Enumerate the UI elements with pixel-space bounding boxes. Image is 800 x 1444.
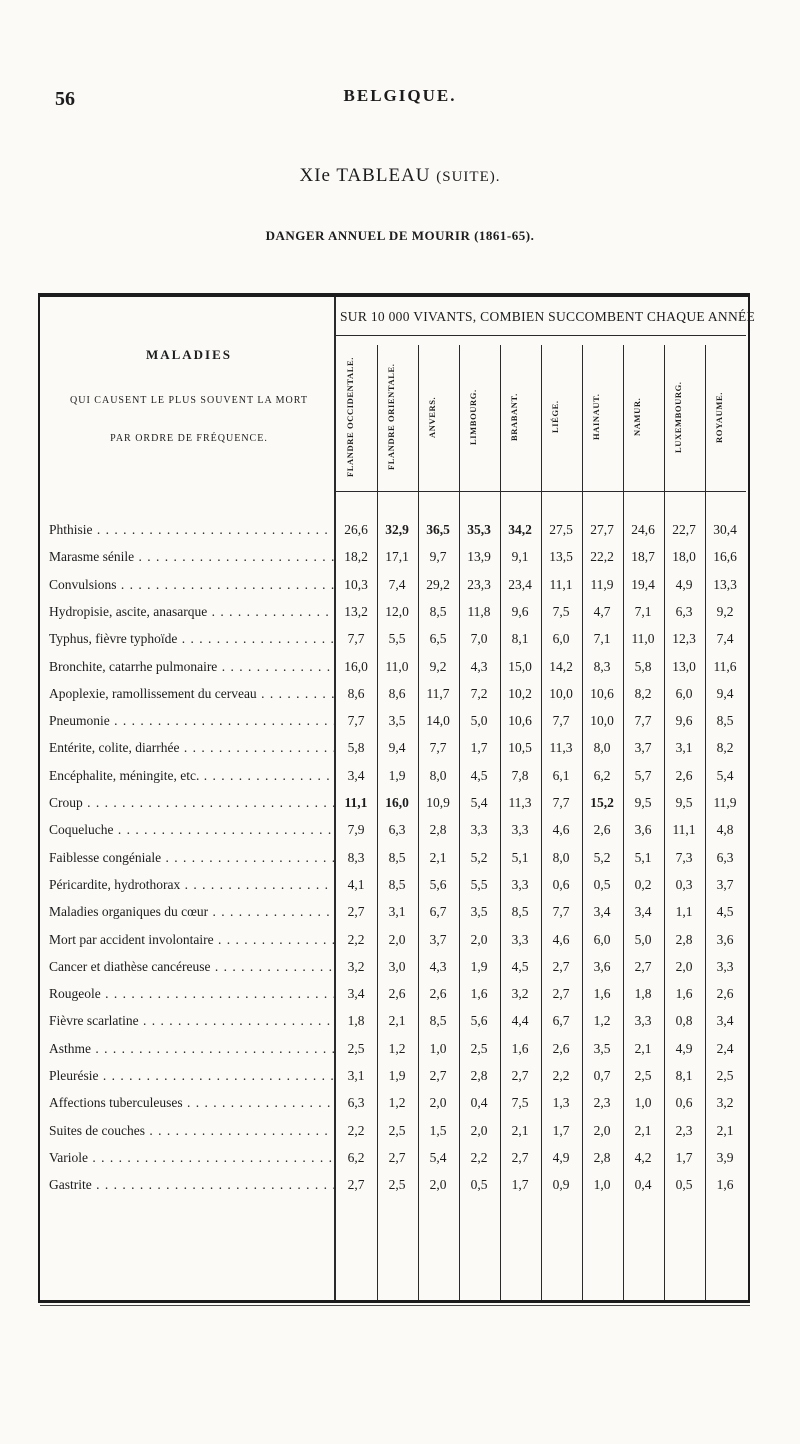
value-cell: 6,0: [552, 631, 570, 647]
value-cell: 27,5: [549, 522, 573, 537]
value-cell: 8,1: [675, 1068, 693, 1083]
value-cell: 14,2: [549, 658, 573, 674]
value-cell: 2,7: [388, 1149, 406, 1165]
value-cell: 24,6: [631, 522, 655, 537]
value-cell: 9,1: [511, 549, 529, 565]
disease-label: Pleurésie . . .: [49, 1066, 334, 1086]
value-cell: 5,7: [634, 767, 652, 783]
value-cell: 5,5: [388, 631, 406, 647]
value-cell: 4,9: [675, 1040, 693, 1056]
value-cell: 2,2: [552, 1068, 570, 1083]
value-cell: 3,4: [716, 1013, 734, 1029]
value-cell: 11,3: [549, 740, 573, 756]
value-cell: 7,5: [511, 1095, 529, 1111]
value-cell: 3,2: [511, 986, 529, 1002]
value-cell: 30,4: [713, 522, 737, 537]
value-cell: 14,0: [426, 713, 450, 729]
value-cell: 11,9: [590, 576, 614, 592]
bottom-rule: [40, 1305, 750, 1306]
value-cell: 6,3: [675, 603, 693, 619]
value-cell: 0,5: [675, 1177, 693, 1193]
value-cell: 1,2: [388, 1095, 406, 1111]
value-cell: 2,6: [593, 822, 611, 838]
disease-label: Apoplexie, ramollissement du cerveau . . .: [49, 684, 334, 704]
value-cell: 9,6: [675, 713, 693, 729]
value-cell: 10,6: [590, 685, 614, 701]
value-cell: 8,0: [552, 849, 570, 865]
value-cell: 2,1: [429, 849, 447, 865]
value-cell: 1,2: [388, 1040, 406, 1056]
value-cell: 8,5: [429, 1013, 447, 1029]
disease-label: Suites de couches . . .: [49, 1121, 334, 1141]
disease-label: Croup . . .: [49, 793, 334, 813]
province-header: LIÉGE.: [549, 400, 560, 434]
disease-label: Variole . . .: [49, 1148, 334, 1168]
disease-label: Marasme sénile . . .: [49, 547, 334, 567]
value-cell: 3,3: [511, 822, 529, 838]
value-cell: 11,9: [713, 795, 737, 810]
table-title-main: XIe TABLEAU: [299, 165, 431, 186]
value-cell: 10,6: [508, 713, 532, 729]
value-cell: 7,7: [429, 740, 447, 756]
value-cell: 1,9: [470, 958, 488, 974]
value-cell: 0,6: [552, 876, 570, 892]
value-cell: 2,3: [675, 1122, 693, 1138]
value-cell: 34,2: [508, 522, 532, 537]
value-cell: 8,2: [634, 685, 652, 701]
value-cell: 15,0: [508, 658, 532, 674]
province-header: LUXEMBOURG.: [672, 381, 683, 453]
value-cell: 3,4: [634, 904, 652, 920]
disease-label: Entérite, colite, diarrhée . . .: [49, 738, 334, 758]
value-cell: 8,5: [511, 904, 529, 920]
value-cell: 5,8: [634, 658, 652, 674]
value-cell: 10,0: [549, 685, 573, 701]
value-cell: 2,5: [634, 1068, 652, 1083]
value-cell: 1,6: [716, 1177, 734, 1193]
value-cell: 2,6: [388, 986, 406, 1002]
value-cell: 17,1: [385, 549, 409, 565]
first-column-heading-main: MALADIES: [145, 347, 233, 362]
value-cell: 8,3: [347, 849, 365, 865]
value-cell: 4,1: [347, 876, 365, 892]
value-cell: 2,2: [347, 931, 365, 947]
province-header: BRABANT.: [508, 393, 519, 441]
value-cell: 2,7: [511, 1068, 529, 1083]
value-cell: 11,1: [672, 822, 696, 838]
value-cell: 1,6: [470, 986, 488, 1002]
value-cell: 2,8: [675, 931, 693, 947]
value-cell: 12,3: [672, 631, 696, 647]
value-cell: 0,6: [675, 1095, 693, 1111]
running-head: BELGIQUE.: [343, 86, 457, 105]
value-cell: 2,7: [347, 904, 365, 920]
value-cell: 2,1: [511, 1122, 529, 1138]
value-cell: 6,7: [429, 904, 447, 920]
value-cell: 7,7: [347, 713, 365, 729]
value-cell: 5,2: [593, 849, 611, 865]
value-cell: 5,1: [634, 849, 652, 865]
value-cell: 8,5: [429, 603, 447, 619]
value-cell: 4,7: [593, 603, 611, 619]
disease-label: Affections tuberculeuses . . .: [49, 1093, 334, 1113]
value-cell: 2,0: [675, 958, 693, 974]
disease-label: Phthisie . . .: [49, 520, 334, 540]
value-cell: 9,7: [429, 549, 447, 565]
span-heading-rule: [336, 335, 746, 336]
value-cell: 1,6: [511, 1040, 529, 1056]
value-cell: 8,5: [388, 849, 406, 865]
value-cell: 11,1: [344, 795, 368, 810]
value-cell: 3,2: [347, 958, 365, 974]
value-cell: 4,5: [716, 904, 734, 920]
value-cell: 10,2: [508, 685, 532, 701]
value-cell: 7,1: [593, 631, 611, 647]
value-cell: 2,7: [347, 1177, 365, 1193]
value-cell: 6,3: [388, 822, 406, 838]
value-cell: 4,9: [675, 576, 693, 592]
value-cell: 9,5: [675, 795, 693, 810]
value-cell: 2,1: [634, 1040, 652, 1056]
value-cell: 6,2: [347, 1149, 365, 1165]
value-cell: 3,0: [388, 958, 406, 974]
value-cell: 3,3: [716, 958, 734, 974]
value-cell: 7,4: [716, 631, 734, 647]
disease-label: Encéphalite, méningite, etc. . . .: [49, 766, 334, 786]
value-cell: 18,2: [344, 549, 368, 565]
province-header: HAINAUT.: [590, 393, 601, 441]
value-cell: 22,7: [672, 522, 696, 537]
value-cell: 1,7: [675, 1149, 693, 1165]
value-cell: 0,8: [675, 1013, 693, 1029]
value-cell: 15,2: [590, 795, 614, 810]
value-cell: 6,2: [593, 767, 611, 783]
value-cell: 9,4: [716, 685, 734, 701]
value-cell: 7,8: [511, 767, 529, 783]
value-cell: 8,2: [716, 740, 734, 756]
value-cell: 4,6: [552, 931, 570, 947]
value-cell: 2,0: [429, 1095, 447, 1111]
value-cell: 18,0: [672, 549, 696, 565]
value-cell: 3,3: [511, 931, 529, 947]
value-cell: 2,6: [429, 986, 447, 1002]
statistics-table: [38, 293, 756, 1303]
value-cell: 8,6: [388, 685, 406, 701]
value-cell: 4,5: [470, 767, 488, 783]
value-cell: 1,2: [593, 1013, 611, 1029]
value-cell: 3,1: [675, 740, 693, 756]
value-cell: 11,0: [385, 658, 409, 674]
value-cell: 3,5: [388, 713, 406, 729]
page-number: 56: [55, 88, 75, 110]
value-cell: 16,6: [713, 549, 737, 565]
value-cell: 1,9: [388, 1068, 406, 1083]
disease-label: Maladies organiques du cœur . . .: [49, 902, 334, 922]
disease-label: Coqueluche . . .: [49, 820, 334, 840]
disease-label: Asthme . . .: [49, 1039, 334, 1059]
value-cell: 1,6: [675, 986, 693, 1002]
province-header: LIMBOURG.: [467, 389, 478, 445]
value-cell: 7,7: [552, 904, 570, 920]
disease-label: Gastrite . . .: [49, 1175, 334, 1195]
value-cell: 0,2: [634, 876, 652, 892]
value-cell: 35,3: [467, 522, 491, 537]
value-cell: 3,1: [388, 904, 406, 920]
value-cell: 13,9: [467, 549, 491, 565]
value-cell: 23,3: [467, 576, 491, 592]
province-header: ANVERS.: [426, 396, 437, 438]
value-cell: 10,3: [344, 576, 368, 592]
value-cell: 7,7: [347, 631, 365, 647]
value-cell: 0,5: [593, 876, 611, 892]
value-cell: 9,2: [429, 658, 447, 674]
value-cell: 1,8: [634, 986, 652, 1002]
value-cell: 1,6: [593, 986, 611, 1002]
value-cell: 2,7: [429, 1068, 447, 1083]
value-cell: 13,0: [672, 658, 696, 674]
value-cell: 3,1: [347, 1068, 365, 1083]
value-cell: 9,4: [388, 740, 406, 756]
value-cell: 6,3: [716, 849, 734, 865]
value-cell: 5,4: [470, 795, 488, 810]
value-cell: 3,7: [429, 931, 447, 947]
value-cell: 5,6: [429, 876, 447, 892]
value-cell: 2,1: [634, 1122, 652, 1138]
province-header: NAMUR.: [631, 397, 642, 437]
value-cell: 2,8: [429, 822, 447, 838]
value-cell: 4,6: [552, 822, 570, 838]
table-title: [0, 165, 800, 187]
value-cell: 2,7: [634, 958, 652, 974]
province-header: ROYAUME.: [713, 391, 724, 443]
disease-label: Typhus, fièvre typhoïde . . .: [49, 629, 334, 649]
value-cell: 8,5: [716, 713, 734, 729]
value-cell: 2,8: [470, 1068, 488, 1083]
value-cell: 13,3: [713, 576, 737, 592]
value-cell: 9,6: [511, 603, 529, 619]
value-cell: 5,1: [511, 849, 529, 865]
value-cell: 23,4: [508, 576, 532, 592]
value-cell: 3,6: [593, 958, 611, 974]
value-cell: 5,0: [634, 931, 652, 947]
value-cell: 11,8: [467, 603, 491, 619]
first-column-heading-line2: QUI CAUSENT LE PLUS SOUVENT LA MORT: [70, 395, 308, 406]
value-cell: 2,0: [429, 1177, 447, 1193]
value-cell: 2,5: [388, 1177, 406, 1193]
value-cell: 5,4: [716, 767, 734, 783]
value-cell: 1,1: [675, 904, 693, 920]
value-cell: 1,9: [388, 767, 406, 783]
value-cell: 3,7: [634, 740, 652, 756]
value-cell: 5,8: [347, 740, 365, 756]
value-cell: 5,5: [470, 876, 488, 892]
value-cell: 2,0: [593, 1122, 611, 1138]
value-cell: 4,9: [552, 1149, 570, 1165]
disease-label: Bronchite, catarrhe pulmonaire . . .: [49, 657, 334, 677]
value-cell: 3,9: [716, 1149, 734, 1165]
value-cell: 8,6: [347, 685, 365, 701]
table-title-suffix: (SUITE).: [436, 169, 501, 185]
value-cell: 13,2: [344, 603, 368, 619]
value-cell: 3,4: [593, 904, 611, 920]
value-cell: 7,2: [470, 685, 488, 701]
value-cell: 10,9: [426, 795, 450, 810]
disease-label: Hydropisie, ascite, anasarque . . .: [49, 602, 334, 622]
value-cell: 3,2: [716, 1095, 734, 1111]
value-cell: 2,4: [716, 1040, 734, 1056]
value-cell: 3,4: [347, 767, 365, 783]
value-cell: 11,6: [713, 658, 737, 674]
value-cell: 2,6: [716, 986, 734, 1002]
value-cell: 2,6: [552, 1040, 570, 1056]
value-cell: 1,8: [347, 1013, 365, 1029]
value-cell: 2,2: [347, 1122, 365, 1138]
value-cell: 1,7: [511, 1177, 529, 1193]
value-cell: 7,1: [634, 603, 652, 619]
value-cell: 26,6: [344, 522, 368, 537]
value-cell: 6,0: [675, 685, 693, 701]
value-cell: 5,0: [470, 713, 488, 729]
value-cell: 29,2: [426, 576, 450, 592]
value-cell: 7,7: [552, 795, 570, 810]
province-header: FLANDRE OCCIDENTALE.: [344, 357, 355, 477]
value-cell: 32,9: [385, 522, 409, 537]
value-cell: 2,1: [716, 1122, 734, 1138]
value-cell: 5,4: [429, 1149, 447, 1165]
table-subtitle: DANGER ANNUEL DE MOURIR (1861-65).: [265, 228, 535, 243]
value-cell: 6,3: [347, 1095, 365, 1111]
value-cell: 6,5: [429, 631, 447, 647]
value-cell: 8,0: [593, 740, 611, 756]
value-cell: 4,5: [511, 958, 529, 974]
value-cell: 11,3: [508, 795, 532, 810]
value-cell: 2,1: [388, 1013, 406, 1029]
value-cell: 7,9: [347, 822, 365, 838]
value-cell: 2,0: [470, 931, 488, 947]
value-cell: 3,4: [347, 986, 365, 1002]
value-cell: 22,2: [590, 549, 614, 565]
value-cell: 4,3: [429, 958, 447, 974]
value-cell: 9,5: [634, 795, 652, 810]
value-cell: 16,0: [344, 658, 368, 674]
value-cell: 11,0: [631, 631, 655, 647]
value-cell: 8,0: [429, 767, 447, 783]
value-cell: 11,7: [426, 685, 450, 701]
value-cell: 2,6: [675, 767, 693, 783]
value-cell: 4,4: [511, 1013, 529, 1029]
value-cell: 3,3: [634, 1013, 652, 1029]
value-cell: 10,0: [590, 713, 614, 729]
province-header: FLANDRE ORIENTALE.: [385, 363, 396, 471]
value-cell: 9,2: [716, 603, 734, 619]
value-cell: 7,5: [552, 603, 570, 619]
value-cell: 6,0: [593, 931, 611, 947]
value-cell: 6,1: [552, 767, 570, 783]
value-cell: 1,3: [552, 1095, 570, 1111]
disease-label: Mort par accident involontaire . . .: [49, 930, 334, 950]
value-cell: 13,5: [549, 549, 573, 565]
value-cell: 1,0: [429, 1040, 447, 1056]
value-cell: 12,0: [385, 603, 409, 619]
value-cell: 1,7: [470, 740, 488, 756]
value-cell: 7,7: [634, 713, 652, 729]
disease-label: Rougeole . . .: [49, 984, 334, 1004]
value-cell: 11,1: [549, 576, 573, 592]
value-cell: 10,5: [508, 740, 532, 756]
value-cell: 0,4: [470, 1095, 488, 1111]
value-cell: 2,8: [593, 1149, 611, 1165]
value-cell: 3,3: [470, 822, 488, 838]
value-cell: 18,7: [631, 549, 655, 565]
value-cell: 4,3: [470, 658, 488, 674]
value-cell: 2,5: [716, 1068, 734, 1083]
value-cell: 1,0: [593, 1177, 611, 1193]
value-cell: 2,7: [511, 1149, 529, 1165]
value-cell: 1,7: [552, 1122, 570, 1138]
value-cell: 2,7: [552, 986, 570, 1002]
value-cell: 2,0: [388, 931, 406, 947]
value-cell: 2,5: [347, 1040, 365, 1056]
value-cell: 8,3: [593, 658, 611, 674]
value-cell: 0,7: [593, 1068, 611, 1083]
first-column-heading-line3: PAR ORDRE DE FRÉQUENCE.: [110, 433, 268, 444]
value-cell: 2,3: [593, 1095, 611, 1111]
value-cell: 8,5: [388, 876, 406, 892]
value-cell: 5,2: [470, 849, 488, 865]
value-cell: 4,8: [716, 822, 734, 838]
disease-label: Cancer et diathèse cancéreuse . . .: [49, 957, 334, 977]
value-cell: 0,5: [470, 1177, 488, 1193]
disease-label: Pneumonie . . .: [49, 711, 334, 731]
value-cell: 0,3: [675, 876, 693, 892]
value-cell: 4,2: [634, 1149, 652, 1165]
value-cell: 7,0: [470, 631, 488, 647]
value-cell: 16,0: [385, 795, 409, 810]
value-cell: 2,5: [470, 1040, 488, 1056]
value-cell: 19,4: [631, 576, 655, 592]
value-cell: 0,9: [552, 1177, 570, 1193]
value-cell: 8,1: [511, 631, 529, 647]
value-cell: 7,4: [388, 576, 406, 592]
disease-label: Faiblesse congéniale . . .: [49, 848, 334, 868]
value-cell: 3,6: [716, 931, 734, 947]
value-cell: 3,3: [511, 876, 529, 892]
value-cell: 1,5: [429, 1122, 447, 1138]
disease-label: Fièvre scarlatine . . .: [49, 1011, 334, 1031]
span-heading: SUR 10 000 VIVANTS, COMBIEN SUCCOMBENT CHAQUE ANNÉE: [340, 309, 756, 324]
disease-label: Péricardite, hydrothorax . . .: [49, 875, 334, 895]
value-cell: 27,7: [590, 522, 614, 537]
value-cell: 2,0: [470, 1122, 488, 1138]
value-cell: 5,6: [470, 1013, 488, 1029]
value-cell: 1,0: [634, 1095, 652, 1111]
value-cell: 6,7: [552, 1013, 570, 1029]
value-cell: 3,7: [716, 876, 734, 892]
value-cell: 7,3: [675, 849, 693, 865]
value-cell: 36,5: [426, 522, 450, 537]
value-cell: 7,7: [552, 713, 570, 729]
value-cell: 0,4: [634, 1177, 652, 1193]
value-cell: 3,5: [593, 1040, 611, 1056]
value-cell: 3,5: [470, 904, 488, 920]
disease-label: Convulsions . . .: [49, 575, 334, 595]
value-cell: 2,7: [552, 958, 570, 974]
value-cell: 3,6: [634, 822, 652, 838]
value-cell: 2,5: [388, 1122, 406, 1138]
value-cell: 2,2: [470, 1149, 488, 1165]
